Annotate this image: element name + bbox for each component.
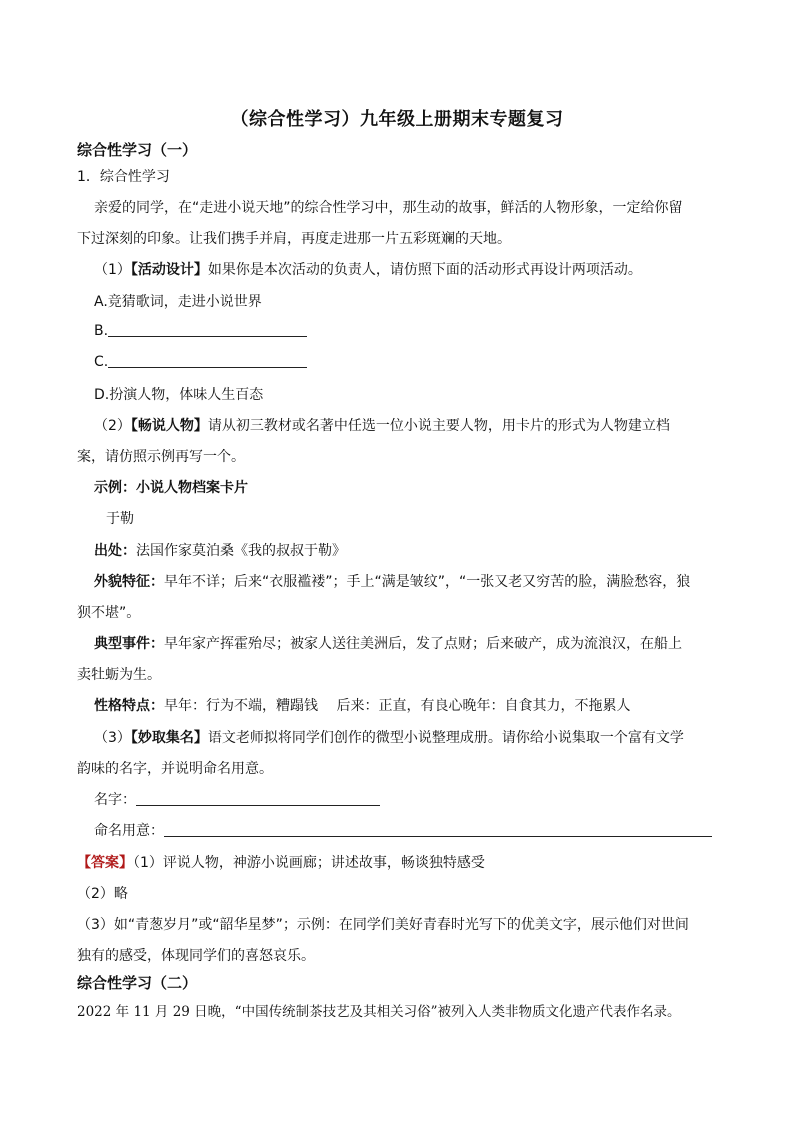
looks-row <box>94 571 744 591</box>
option-c <box>94 353 744 370</box>
part-3-number: （3） <box>94 730 131 746</box>
part-2-tag: 【畅说人物】 <box>130 418 208 434</box>
source-label: 出处： <box>94 543 136 559</box>
option-c-label: C. <box>94 354 109 370</box>
part-1-number: （1） <box>94 262 131 278</box>
events-label: 典型事件： <box>94 636 164 652</box>
part-2-number: （2） <box>94 418 131 434</box>
option-c-blank[interactable] <box>108 353 307 368</box>
looks-line-2: 狈不堪”。 <box>77 605 141 621</box>
option-b <box>94 322 744 339</box>
intro-line-1: 亲爱的同学，在“走进小说天地”的综合性学习中，那生动的故事，鲜活的人物形象，一定给你留 <box>94 200 683 216</box>
traits-label: 性格特点： <box>94 698 164 714</box>
example-heading: 示例：小说人物档案卡片 <box>94 480 248 496</box>
part-1-text: 如果你是本次活动的负责人，请仿照下面的活动形式再设计两项活动。 <box>207 262 642 278</box>
looks-text: 早年不详；后来“衣服褴褛”；手上“满是皱纹”，“一张又老又穷苦的脸，满脸愁容，狼 <box>164 574 691 590</box>
part-3-line-2: 韵味的名字，并说明命名用意。 <box>77 761 273 777</box>
part-1-prompt <box>94 259 744 279</box>
section-2-first-line: 2022 年 11 月 29 日晚，“中国传统制茶技艺及其相关习俗”被列入人类非物质文化遗产代表作名录。 <box>77 1004 681 1020</box>
option-b-label: B. <box>94 323 109 339</box>
name-field-blank[interactable] <box>136 791 380 806</box>
events-text: 早年家产挥霍殆尽；被家人送往美洲后，发了点财；后来破产，成为流浪汉，在船上 <box>164 636 682 652</box>
name-field-label: 名字： <box>94 792 136 808</box>
intro-line-2: 下过深刻的印象。让我们携手并肩，再度走进那一片五彩斑斓的天地。 <box>77 231 511 247</box>
option-d: D.扮演人物，体味人生百态 <box>94 387 264 403</box>
answer-tag: 【答案】 <box>77 855 133 871</box>
part-2-text: 请从初三教材或名著中任选一位小说主要人物，用卡片的形式为人物建立档 <box>207 418 670 434</box>
question-1-label: 1．综合性学习 <box>77 169 170 185</box>
answer-row-1 <box>77 852 727 872</box>
page-title: （综合性学习）九年级上册期末专题复习 <box>230 109 564 130</box>
part-1-tag: 【活动设计】 <box>130 262 208 278</box>
source-row <box>94 540 744 560</box>
looks-label: 外貌特征： <box>94 574 164 590</box>
answer-1: （1）评说人物，神游小说画廊；讲述故事，畅谈独特感受 <box>133 855 485 871</box>
meaning-field-row <box>94 820 744 840</box>
character-name: 于勒 <box>106 511 134 527</box>
traits-text: 早年：行为不端，糟蹋钱 后来：正直，有良心晚年：自食其力，不拖累人 <box>164 698 631 714</box>
traits-row <box>94 695 744 715</box>
part-2-line-2: 案，请仿照示例再写一个。 <box>77 449 245 465</box>
option-a: A.竞猜歌词，走进小说世界 <box>94 294 262 310</box>
section-heading-1: 综合性学习（一） <box>77 141 198 159</box>
part-2-prompt <box>94 415 744 435</box>
answer-2: （2）略 <box>77 886 128 902</box>
option-b-blank[interactable] <box>108 322 307 337</box>
meaning-field-label: 命名用意： <box>94 823 164 839</box>
part-3-text: 语文老师拟将同学们创作的微型小说整理成册。请你给小说集取一个富有文学 <box>207 730 684 746</box>
answer-3-line-1: （3）如“青葱岁月”或“韶华星梦”；示例：在同学们美好青春时光写下的优美文字，展示他们对世间 <box>77 917 689 933</box>
section-heading-2: 综合性学习（二） <box>77 974 198 992</box>
answer-3-line-2: 独有的感受，体现同学们的喜怒哀乐。 <box>77 948 315 964</box>
name-field-row <box>94 789 744 809</box>
part-3-tag: 【妙取集名】 <box>130 730 208 746</box>
meaning-field-blank[interactable] <box>164 822 712 837</box>
events-line-2: 卖牡蛎为生。 <box>77 667 161 683</box>
source-text: 法国作家莫泊桑《我的叔叔于勒》 <box>136 543 346 559</box>
events-row <box>94 633 744 653</box>
part-3-prompt <box>94 727 744 747</box>
